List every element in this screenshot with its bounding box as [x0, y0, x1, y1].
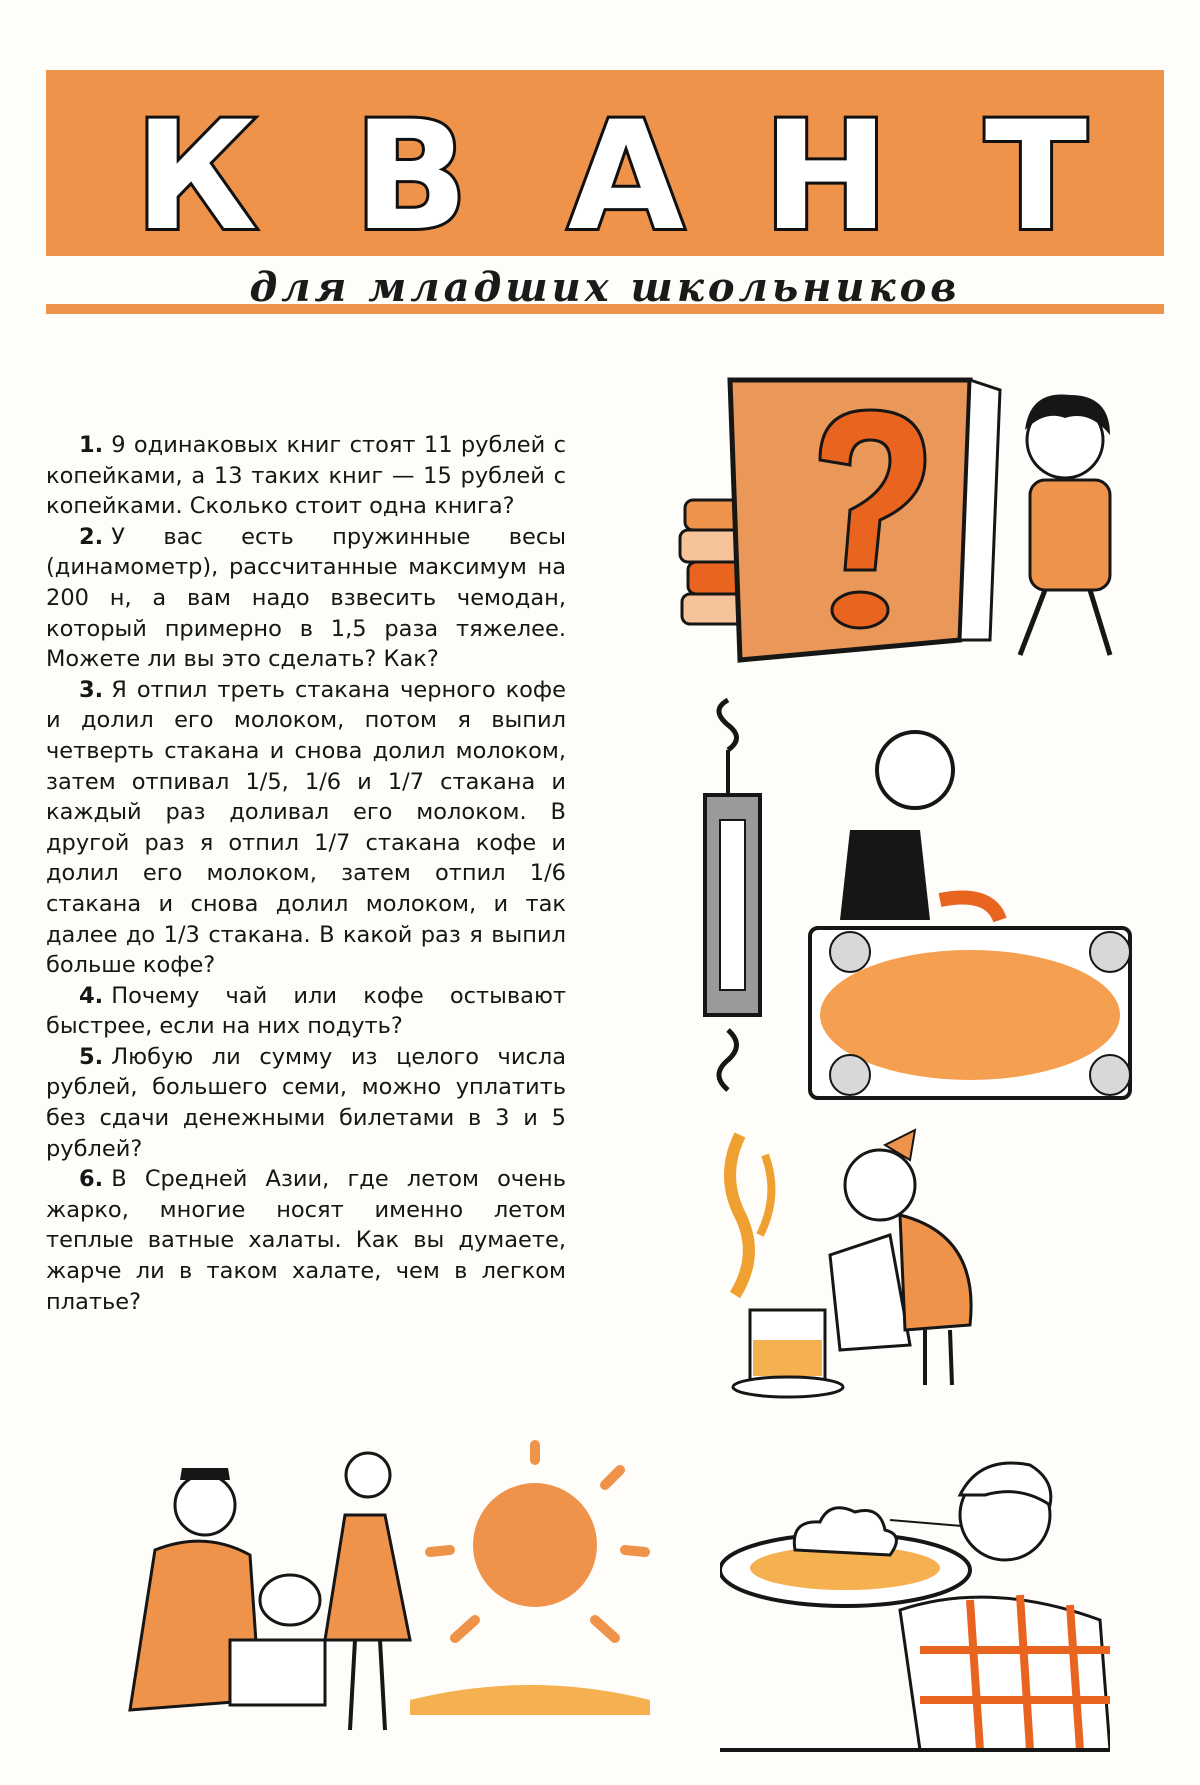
problem-number: 1. [79, 432, 104, 458]
title-letter-n: Н [763, 90, 889, 256]
problem-item [46, 981, 566, 1042]
problem-item [46, 675, 566, 981]
problem-number: 3. [79, 676, 104, 703]
subtitle: для младших школьников [249, 264, 961, 311]
seated-man-and-girl-under-sun-illustration [110, 1440, 670, 1760]
title-letter-v: В [353, 90, 469, 256]
title-wordmark [46, 70, 1164, 256]
problem-number: 2. [79, 523, 104, 550]
problem-number: 4. [79, 982, 104, 1009]
title-letter-k: К [134, 90, 258, 256]
title-letter-a: А [567, 90, 685, 256]
problem-number: 6. [79, 1166, 104, 1193]
problem-text: У вас есть пружинные весы (динамометр), рассчитанные максимум на 200 н, а вам надо взвесить чемодан, который примерно в 1,5 раза тяжелее. Можете ли вы это сделать? Как? [46, 523, 566, 673]
problem-item [46, 1042, 566, 1164]
masthead [46, 70, 1164, 314]
problem-text: 9 одинаковых книг стоят 11 рублей с копейками, а 13 таких книг — 15 рублей с копейками. Сколько стоит одна книга? [46, 432, 566, 520]
problem-number: 5. [79, 1043, 104, 1070]
boy-carrying-hot-plate-illustration [720, 1450, 1110, 1770]
man-lifting-suitcase-illustration [700, 690, 1140, 1110]
problem-item [46, 522, 566, 675]
problem-text: Любую ли сумму из целого числа рублей, большего семи, можно уплатить без сдачи денежными билетами в 3 и 5 рублей? [46, 1043, 566, 1162]
problem-item [46, 430, 566, 522]
problem-text: В Средней Азии, где летом очень жарко, многие носят именно летом теплые ватные халаты. Как вы думаете, жарче ли в таком халате, чем в легком платье? [46, 1166, 566, 1315]
problem-item [46, 1164, 566, 1317]
girl-pouring-tea-illustration [700, 1125, 1060, 1405]
problem-text: Я отпил треть стакана черного кофе и долил его молоком, потом я выпил четверть стакана и снова долил молоком, затем отпивал 1/5, 1/6 и 1/7 стакана и каждый раз доливал его молоком. В другой раз я отпил 1/7 стакана кофе и долил его молоком, затем отпил 1/6 стакана и снова долил молоком, и так далее до 1/3 стакана. В какой раз я выпил больше кофе? [46, 676, 566, 979]
boy-with-question-book-illustration [670, 370, 1150, 670]
problem-list [46, 430, 566, 1317]
problem-text: Почему чай или кофе остывают быстрее, если на них подуть? [46, 982, 566, 1040]
title-letter-t: Т [984, 90, 1088, 256]
